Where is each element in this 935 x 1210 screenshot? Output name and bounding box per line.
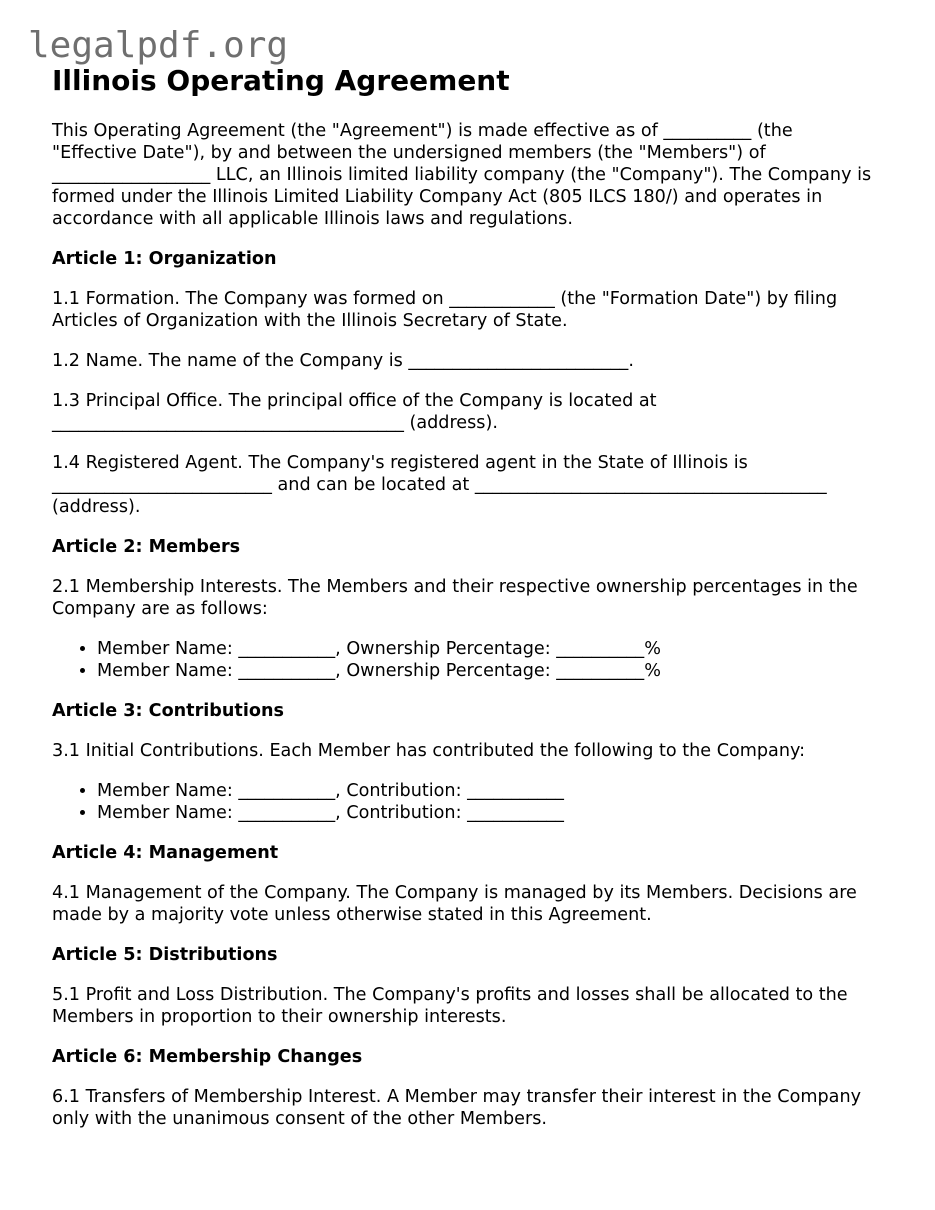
article-clause: 5.1 Profit and Loss Distribution. The Company's profits and losses shall be allocated to the Members in proportion to their ownership interests.: [52, 985, 848, 1027]
article-heading: Article 1: Organization: [52, 249, 277, 269]
article-heading: Article 2: Members: [52, 537, 241, 557]
article-heading: Article 6: Membership Changes: [52, 1047, 363, 1067]
article-clause: 6.1 Transfers of Membership Interest. A Member may transfer their interest in the Company only with the unanimous consent of the other Members.: [52, 1087, 862, 1129]
document-title: Illinois Operating Agreement: [52, 64, 510, 97]
watermark-logo: legalpdf.org: [28, 25, 289, 66]
member-list: [52, 780, 882, 824]
document-body: [52, 120, 882, 1148]
article-heading: Article 3: Contributions: [52, 701, 284, 721]
article-clause: 1.3 Principal Office. The principal office of the Company is located at ________________________________________ (address).: [52, 391, 657, 433]
article-clause: 1.1 Formation. The Company was formed on ____________ (the "Formation Date") by filing Articles of Organization with the Illinois Secretary of State.: [52, 289, 838, 331]
list-item: • Member Name: ___________, Ownership Percentage: __________%: [97, 638, 882, 660]
list-item: • Member Name: ___________, Contribution: ___________: [97, 802, 882, 824]
article-clause: 3.1 Initial Contributions. Each Member has contributed the following to the Company:: [52, 741, 806, 761]
article-clause: 2.1 Membership Interests. The Members and their respective ownership percentages in the Company are as follows:: [52, 577, 858, 619]
article-clause: 1.2 Name. The name of the Company is _________________________.: [52, 351, 634, 371]
list-item: • Member Name: ___________, Ownership Percentage: __________%: [97, 660, 882, 682]
article-heading: Article 4: Management: [52, 843, 279, 863]
article-clause: 4.1 Management of the Company. The Company is managed by its Members. Decisions are made by a majority vote unless otherwise stated in this Agreement.: [52, 883, 857, 925]
list-item: • Member Name: ___________, Contribution: ___________: [97, 780, 882, 802]
article-clause: 1.4 Registered Agent. The Company's registered agent in the State of Illinois is _________________________ and can be located at ________________________________________ (address).: [52, 453, 827, 517]
articles-container: [52, 248, 882, 1130]
member-list: [52, 638, 882, 682]
intro-paragraph: This Operating Agreement (the "Agreement") is made effective as of __________ (the "Effective Date"), by and between the undersigned members (the "Members") of __________________ LLC, an Illinois limited liability company (the "Company"). The Company is formed under the Illinois Limited Liability Company Act (805 ILCS 180/) and operates in accordance with all applicable Illinois laws and regulations.: [52, 121, 872, 229]
article-heading: Article 5: Distributions: [52, 945, 278, 965]
